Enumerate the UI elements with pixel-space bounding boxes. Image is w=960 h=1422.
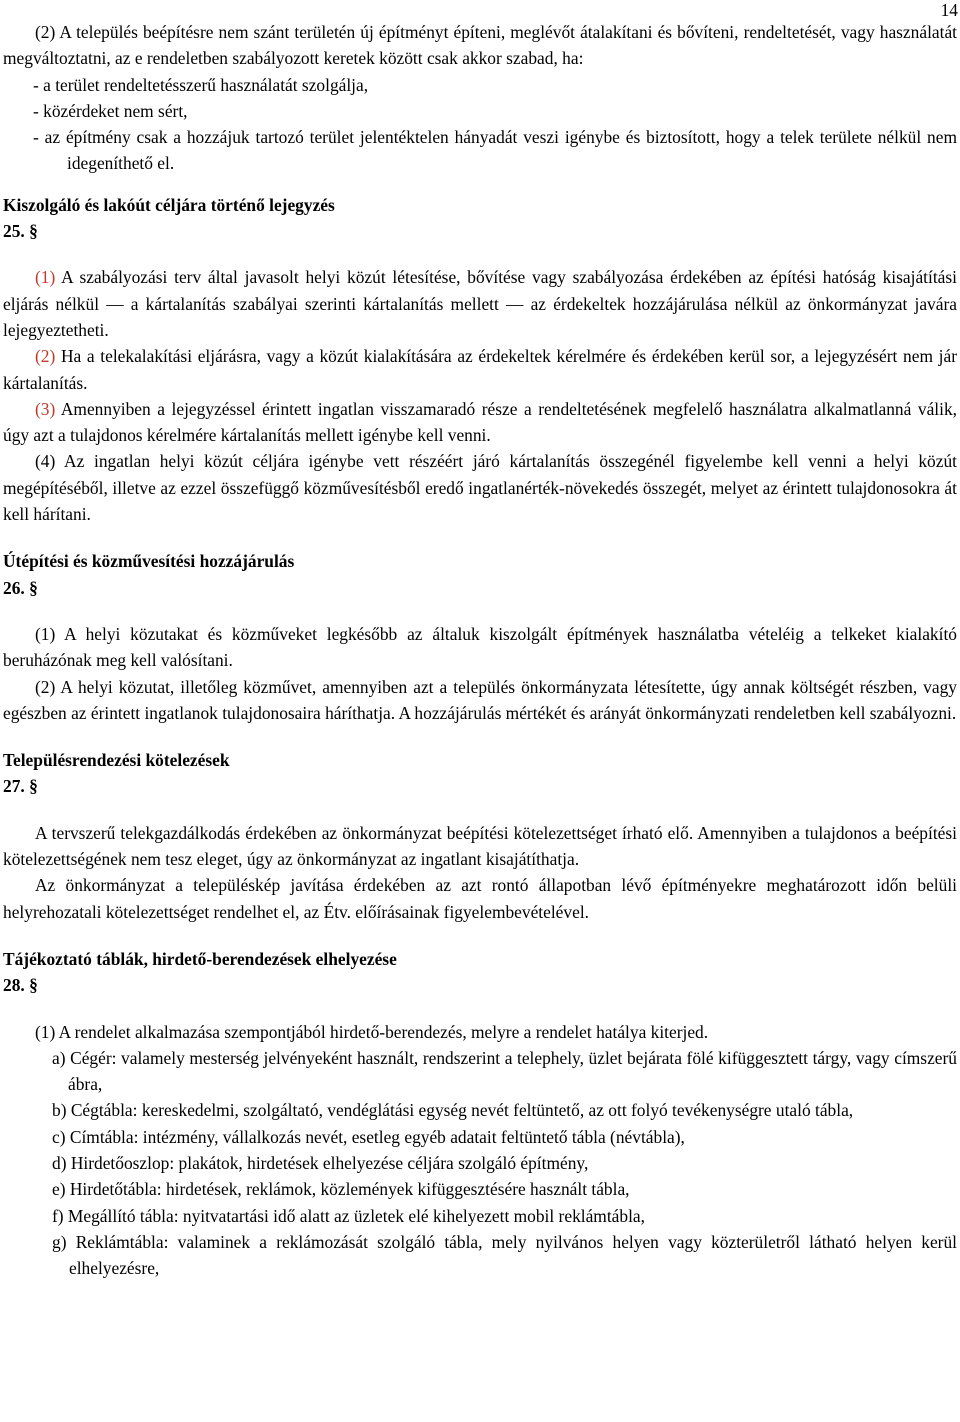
section-number: 25. § bbox=[3, 221, 38, 242]
paragraph: Az önkormányzat a településkép javítása érdekében az azt rontó állapotban lévő építményekre meghatározott időn belüli helyrehozatali kötelezettséget rendelhet el, az Étv. előírásainak figyelembevételével. bbox=[3, 875, 957, 922]
list-item: - az építmény csak a hozzájuk tartozó terület jelentéktelen hányadát veszi igénybe és biztosított, hogy a telek területe nélkül nem idegeníthető el. bbox=[33, 127, 957, 174]
list-item: e) Hirdetőtábla: hirdetések, reklámok, közlemények kifüggesztésére használt tábla, bbox=[52, 1179, 630, 1200]
section-number: 26. § bbox=[3, 577, 38, 598]
list-item: - közérdeket nem sért, bbox=[33, 100, 188, 121]
condition-list bbox=[3, 72, 957, 177]
paragraph: A tervszerű telekgazdálkodás érdekében az önkormányzat beépítési kötelezettséget írható elő. Amennyiben a tulajdonos a beépítési kötelezettségének nem tesz eleget, úgy az önkormányzat az ingatlant kisajátíthatja. bbox=[3, 822, 957, 870]
paragraph bbox=[3, 396, 957, 449]
paragraph: (2) A helyi közutat, illetőleg közművet, amennyiben azt a település önkormányzata létesítette, úgy annak költségét részben, vagy egészben az érintett ingatlanok tulajdonosaira háríthatja. A hozzájárulás mértékét és arányát önkormányzati rendeletben kell szabályozni. bbox=[3, 676, 957, 723]
paragraph: (4) Az ingatlan helyi közút céljára igénybe vett részéért járó kártalanítás összegénél figyelembe kell venni a helyi közút megépítéséből, illetve az ezzel összefüggő közművesítésből eredő ingatlanérték-növekedés összegét, melyet az érintett tulajdonosokra át kell hárítani. bbox=[3, 451, 957, 525]
paragraph-marker: (1) bbox=[35, 267, 56, 288]
section-number: 27. § bbox=[3, 776, 38, 797]
paragraph-text: A szabályozási terv által javasolt helyi közút létesítése, bővítése vagy szabályozása érdekében az építési hatóság kisajátítási eljárás nélkül — a kártalanítás szabályai szerinti kártalanítás mellett — az érdekeltek hozzájárulása nélkül az önkormányzat javára lejegyeztetheti. bbox=[3, 267, 957, 340]
definition-list bbox=[3, 1045, 957, 1282]
page-number: 14 bbox=[940, 0, 958, 20]
section-title: Útépítési és közművesítési hozzájárulás bbox=[3, 551, 295, 572]
list-item: c) Címtábla: intézmény, vállalkozás nevét, esetleg egyéb adatait feltüntető tábla (névtábla), bbox=[52, 1126, 685, 1147]
paragraph bbox=[3, 264, 957, 343]
paragraph: (1) A rendelet alkalmazása szempontjából hirdető-berendezés, melyre a rendelet hatálya kiterjed. bbox=[35, 1021, 709, 1042]
section-number: 28. § bbox=[3, 975, 38, 996]
paragraph: (1) A helyi közutakat és közműveket legkésőbb az általuk kiszolgált építmények használatba vételéig a telkeket kialakító beruházónak meg kell valósítani. bbox=[3, 623, 957, 671]
paragraph bbox=[3, 343, 957, 396]
list-item: f) Megállító tábla: nyitvatartási idő alatt az üzletek elé kihelyezett mobil reklámtábla, bbox=[52, 1205, 645, 1226]
paragraph-text: Amennyiben a lejegyzéssel érintett ingatlan visszamaradó része a rendeltetésének megfelelő használatra alkalmatlanná válik, úgy azt a tulajdonos kérelmére kártalanítás mellett igénybe kell venni. bbox=[3, 398, 957, 446]
page-content bbox=[3, 19, 957, 1281]
list-item: - a terület rendeltetésszerű használatát szolgálja, bbox=[33, 74, 369, 95]
section-title: Kiszolgáló és lakóút céljára történő lejegyzés bbox=[3, 194, 335, 215]
paragraph-marker: (2) bbox=[35, 346, 56, 367]
paragraph-text: Ha a telekalakítási eljárásra, vagy a közút kialakítására az érdekeltek kérelmére és érdekében kerül sor, a lejegyzésért nem jár kártalanítás. bbox=[3, 346, 957, 393]
list-item: b) Cégtábla: kereskedelmi, szolgáltató, vendéglátási egység nevét feltüntető, az ott folyó tevékenységre utaló tábla, bbox=[52, 1100, 854, 1121]
paragraph: (2) A település beépítésre nem szánt területén új építményt építeni, meglévőt átalakítani és bővíteni, rendeltetését, vagy használatát megváltoztatni, az e rendeletben szabályozott keretek között csak akkor szabad, ha: bbox=[3, 22, 957, 69]
paragraph-marker: (3) bbox=[35, 398, 56, 419]
list-item: a) Cégér: valamely mesterség jelvényeként használt, rendszerint a telephely, üzlet bejárata fölé kifüggesztett tárgy, vagy címszerű ábra, bbox=[52, 1047, 957, 1095]
section-title: Tájékoztató táblák, hirdető-berendezések elhelyezése bbox=[3, 948, 397, 969]
list-item: g) Reklámtábla: valaminek a reklámozását szolgáló tábla, mely nyilvános helyen vagy közterületről látható helyen kerül elhelyezésre, bbox=[52, 1231, 957, 1279]
section-title: Településrendezési kötelezések bbox=[3, 750, 230, 771]
list-item: d) Hirdetőoszlop: plakátok, hirdetések elhelyezése céljára szolgáló építmény, bbox=[52, 1152, 589, 1173]
